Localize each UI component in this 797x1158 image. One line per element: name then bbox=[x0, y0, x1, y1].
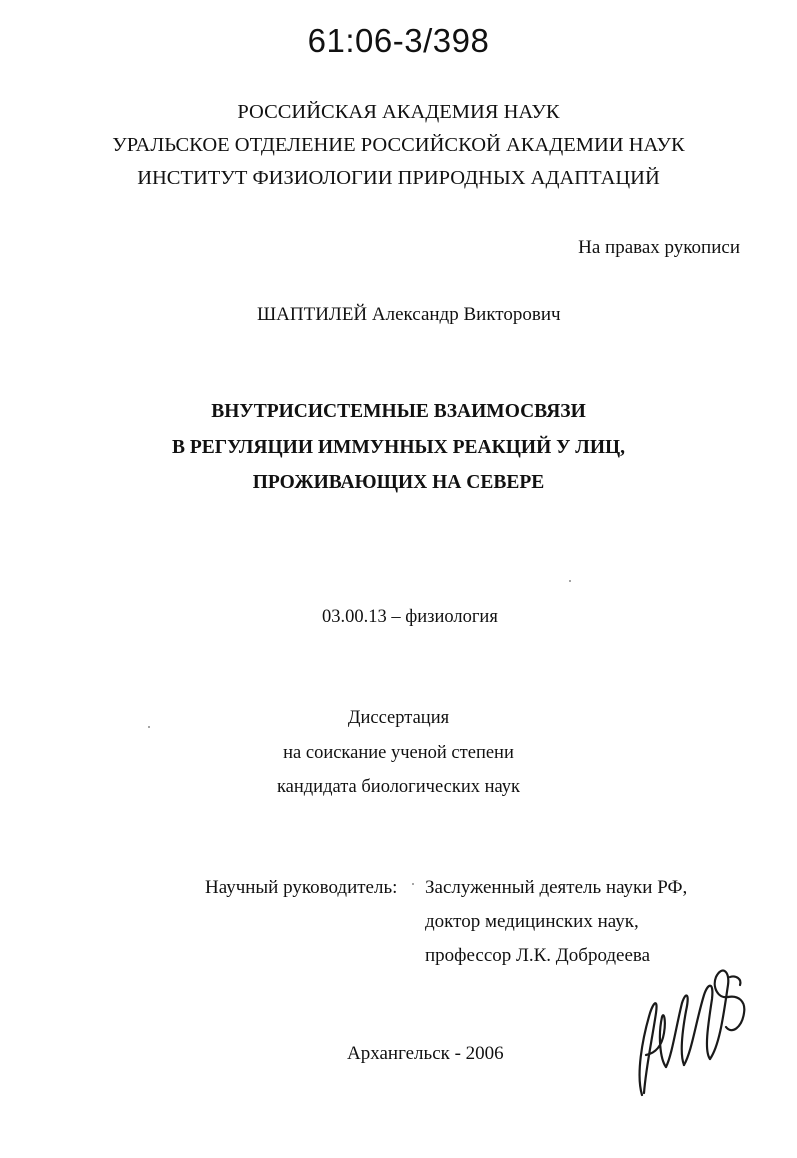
organization-academy: РОССИЙСКАЯ АКАДЕМИЯ НАУК bbox=[237, 101, 560, 123]
supervisor-name: профессор Л.К. Добродеева bbox=[425, 945, 651, 966]
catalog-number: 61:06-3/398 bbox=[307, 22, 490, 59]
manuscript-rights: На правах рукописи bbox=[578, 237, 740, 258]
scan-speck bbox=[148, 726, 150, 728]
author-name: ШАПТИЛЕЙ Александр Викторович bbox=[257, 304, 561, 325]
organization-institute: ИНСТИТУТ ФИЗИОЛОГИИ ПРИРОДНЫХ АДАПТАЦИЙ bbox=[137, 167, 660, 189]
dissertation-degree-field: кандидата биологических наук bbox=[276, 777, 521, 797]
dissertation-degree-line: на соискание ученой степени bbox=[283, 743, 514, 763]
organization-ural-branch: УРАЛЬСКОЕ ОТДЕЛЕНИЕ РОССИЙСКОЙ АКАДЕМИИ НАУК bbox=[112, 134, 685, 156]
supervisor-title: Заслуженный деятель науки РФ, bbox=[425, 877, 688, 898]
thesis-title-line-3: ПРОЖИВАЮЩИХ НА СЕВЕРЕ bbox=[252, 472, 545, 493]
thesis-title-line-1: ВНУТРИСИСТЕМНЫЕ ВЗАИМОСВЯЗИ bbox=[211, 401, 586, 422]
scan-speck bbox=[569, 580, 571, 582]
supervisor-degree: доктор медицинских наук, bbox=[425, 911, 639, 932]
thesis-title-line-2: В РЕГУЛЯЦИИ ИММУННЫХ РЕАКЦИЙ У ЛИЦ, bbox=[171, 437, 626, 458]
dissertation-type: Диссертация bbox=[347, 708, 450, 728]
scan-speck bbox=[412, 883, 414, 885]
specialty-code: 03.00.13 – физиология bbox=[322, 607, 498, 627]
supervisor-label: Научный руководитель: bbox=[205, 877, 398, 898]
handwritten-signature bbox=[628, 955, 758, 1105]
city-year: Архангельск - 2006 bbox=[347, 1043, 504, 1064]
